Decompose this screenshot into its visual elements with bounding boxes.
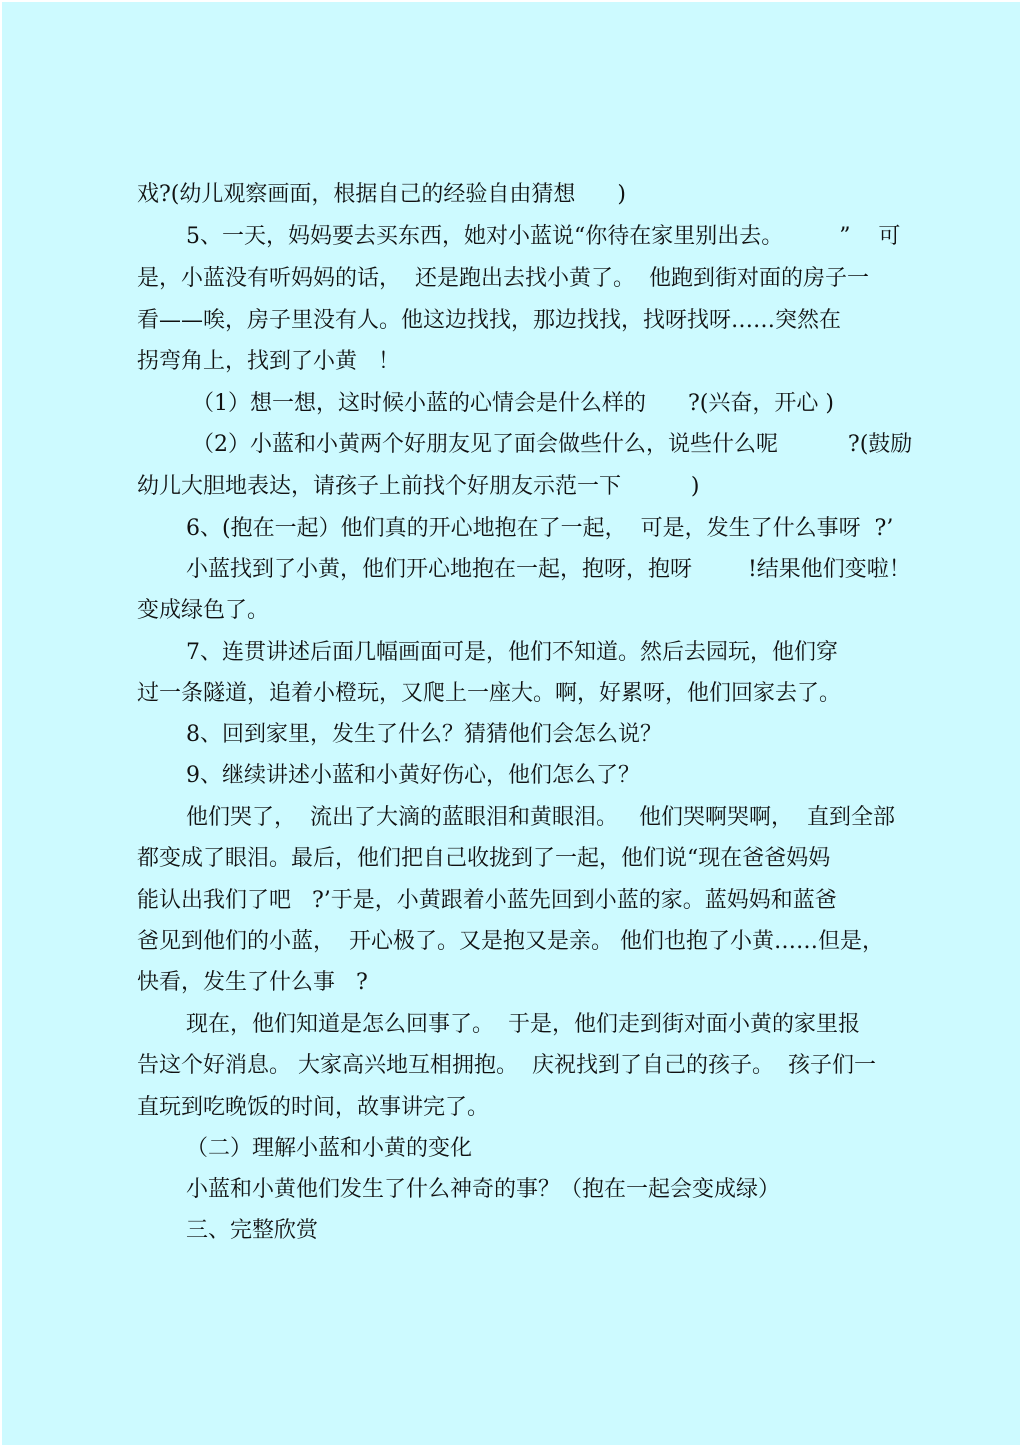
text-line: 9、继续讲述小蓝和小黄好伤心，他们怎么了？ <box>186 763 640 788</box>
document-page <box>2 2 1022 1445</box>
text-line: 变成绿色了。 <box>137 598 270 623</box>
text-line: 小蓝找到了小黄，他们开心地抱在一起，抱呀，抱呀 !结果他们变啦！ <box>186 557 911 582</box>
text-line: 直玩到吃晚饭的时间，故事讲完了。 <box>137 1095 490 1120</box>
text-line: 5、一天，妈妈要去买东西，她对小蓝说“你待在家里别出去。 ” 可 <box>186 224 901 249</box>
text-line: 爸见到他们的小蓝， 开心极了。又是抱又是亲。 他们也抱了小黄……但是， <box>137 929 884 954</box>
text-line: 过一条隧道，追着小橙玩，又爬上一座大。啊，好累呀，他们回家去了。 <box>137 681 842 706</box>
text-line: 小蓝和小黄他们发生了什么神奇的事？（抱在一起会变成绿） <box>186 1177 781 1202</box>
text-line: 快看，发生了什么事 ? <box>137 970 368 995</box>
text-line: 能认出我们了吧 ?’于是，小黄跟着小蓝先回到小蓝的家。蓝妈妈和蓝爸 <box>137 888 837 913</box>
text-line: 都变成了眼泪。最后，他们把自己收拢到了一起，他们说“现在爸爸妈妈 <box>137 846 831 871</box>
text-line: （1）想一想，这时候小蓝的心情会是什么样的 ?(兴奋，开心 ) <box>192 391 834 416</box>
text-line: 看——唉，房子里没有人。他这边找找，那边找找，找呀找呀……突然在 <box>137 308 842 333</box>
text-line: （二）理解小蓝和小黄的变化 <box>186 1136 473 1161</box>
text-line: 6、(抱在一起）他们真的开心地抱在了一起， 可是，发生了什么事呀 ?’ <box>186 516 894 541</box>
text-line: 拐弯角上，找到了小黄 ！ <box>137 349 400 374</box>
text-line: 三、完整欣赏 <box>186 1218 319 1243</box>
text-line: 是，小蓝没有听妈妈的话， 还是跑出去找小黄了。 他跑到街对面的房子一 <box>137 266 869 291</box>
text-line: 戏?(幼儿观察画面，根据自己的经验自由猜想 ) <box>137 182 626 207</box>
text-line: 他们哭了， 流出了大滴的蓝眼泪和黄眼泪。 他们哭啊哭啊， 直到全部 <box>186 805 895 830</box>
text-line: 幼儿大胆地表达，请孩子上前找个好朋友示范一下 ) <box>137 474 700 499</box>
document-body <box>2 2 1020 1445</box>
text-line: 7、连贯讲述后面几幅画面可是，他们不知道。然后去园玩，他们穿 <box>186 640 838 665</box>
text-line: （2）小蓝和小黄两个好朋友见了面会做些什么，说些什么呢 ?(鼓励 <box>192 432 913 457</box>
text-line: 告这个好消息。 大家高兴地互相拥抱。 庆祝找到了自己的孩子。 孩子们一 <box>137 1053 876 1078</box>
text-line: 8、回到家里，发生了什么？猜猜他们会怎么说？ <box>186 722 662 747</box>
text-line: 现在，他们知道是怎么回事了。 于是，他们走到街对面小黄的家里报 <box>186 1012 860 1037</box>
